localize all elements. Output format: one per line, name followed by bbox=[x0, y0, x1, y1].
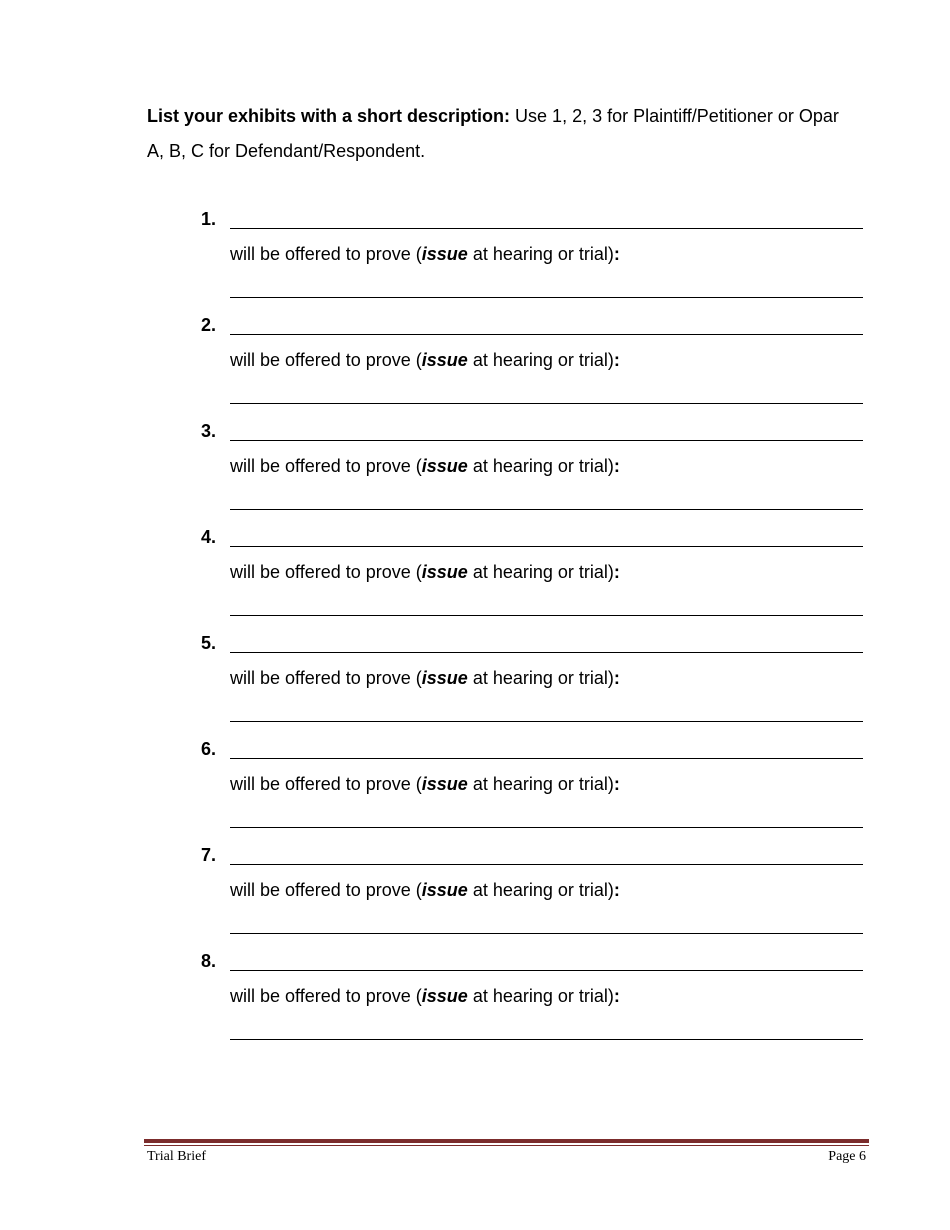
prove-suffix: at hearing or trial) bbox=[467, 774, 614, 794]
exhibit-entry-8 bbox=[0, 951, 950, 1057]
prove-suffix: at hearing or trial) bbox=[467, 668, 614, 688]
intro-bold-label: List your exhibits with a short description: bbox=[147, 106, 511, 126]
prove-colon: : bbox=[613, 986, 620, 1006]
exhibit-entry-6 bbox=[0, 739, 950, 845]
issue-word: issue bbox=[421, 350, 468, 370]
exhibit-description-blank[interactable] bbox=[230, 652, 863, 653]
prove-prefix: will be offered to prove ( bbox=[230, 774, 422, 794]
prove-colon: : bbox=[613, 774, 620, 794]
issue-blank[interactable] bbox=[230, 933, 863, 934]
exhibit-description-blank[interactable] bbox=[230, 440, 863, 441]
prove-statement bbox=[230, 985, 620, 1007]
issue-blank[interactable] bbox=[230, 509, 863, 510]
issue-word: issue bbox=[421, 562, 468, 582]
exhibit-entry-5 bbox=[0, 633, 950, 739]
issue-blank[interactable] bbox=[230, 297, 863, 298]
issue-word: issue bbox=[421, 880, 468, 900]
exhibit-description-blank[interactable] bbox=[230, 758, 863, 759]
prove-prefix: will be offered to prove ( bbox=[230, 668, 422, 688]
prove-prefix: will be offered to prove ( bbox=[230, 986, 422, 1006]
exhibit-description-blank[interactable] bbox=[230, 864, 863, 865]
prove-prefix: will be offered to prove ( bbox=[230, 880, 422, 900]
intro-line-1 bbox=[147, 99, 877, 134]
intro-line-1-rest: Use 1, 2, 3 for Plaintiff/Petitioner or Opar bbox=[510, 106, 839, 126]
prove-colon: : bbox=[613, 562, 620, 582]
exhibit-entry-3 bbox=[0, 421, 950, 527]
exhibit-entry-2 bbox=[0, 315, 950, 421]
issue-blank[interactable] bbox=[230, 403, 863, 404]
prove-statement bbox=[230, 561, 620, 583]
exhibit-entry-1 bbox=[0, 209, 950, 315]
exhibit-entry-7 bbox=[0, 845, 950, 951]
footer-rule-thin bbox=[144, 1145, 869, 1146]
issue-word: issue bbox=[421, 668, 468, 688]
prove-statement bbox=[230, 349, 620, 371]
prove-prefix: will be offered to prove ( bbox=[230, 562, 422, 582]
prove-colon: : bbox=[613, 456, 620, 476]
footer-document-title: Trial Brief bbox=[147, 1149, 206, 1164]
prove-suffix: at hearing or trial) bbox=[467, 350, 614, 370]
prove-suffix: at hearing or trial) bbox=[467, 986, 614, 1006]
issue-blank[interactable] bbox=[230, 721, 863, 722]
prove-colon: : bbox=[613, 244, 620, 264]
footer-page-number: Page 6 bbox=[828, 1149, 866, 1164]
prove-suffix: at hearing or trial) bbox=[467, 244, 614, 264]
prove-prefix: will be offered to prove ( bbox=[230, 244, 422, 264]
prove-suffix: at hearing or trial) bbox=[467, 880, 614, 900]
exhibit-number: 8. bbox=[201, 951, 217, 971]
issue-blank[interactable] bbox=[230, 827, 863, 828]
issue-word: issue bbox=[421, 986, 468, 1006]
exhibit-number: 7. bbox=[201, 845, 217, 865]
issue-word: issue bbox=[421, 456, 468, 476]
footer-rule bbox=[144, 1139, 869, 1143]
exhibit-number: 1. bbox=[201, 209, 217, 229]
intro-instructions bbox=[147, 99, 877, 169]
issue-word: issue bbox=[421, 244, 468, 264]
exhibit-number: 3. bbox=[201, 421, 217, 441]
exhibit-description-blank[interactable] bbox=[230, 228, 863, 229]
issue-blank[interactable] bbox=[230, 615, 863, 616]
issue-blank[interactable] bbox=[230, 1039, 863, 1040]
prove-colon: : bbox=[613, 880, 620, 900]
prove-statement bbox=[230, 243, 620, 265]
issue-word: issue bbox=[421, 774, 468, 794]
prove-statement bbox=[230, 455, 620, 477]
exhibit-number: 6. bbox=[201, 739, 217, 759]
intro-line-2: A, B, C for Defendant/Respondent. bbox=[147, 141, 426, 161]
exhibit-number: 5. bbox=[201, 633, 217, 653]
prove-statement bbox=[230, 667, 620, 689]
prove-suffix: at hearing or trial) bbox=[467, 456, 614, 476]
prove-prefix: will be offered to prove ( bbox=[230, 350, 422, 370]
exhibit-number: 4. bbox=[201, 527, 217, 547]
prove-colon: : bbox=[613, 350, 620, 370]
prove-statement bbox=[230, 773, 620, 795]
exhibit-number: 2. bbox=[201, 315, 217, 335]
exhibit-description-blank[interactable] bbox=[230, 970, 863, 971]
exhibit-entry-4 bbox=[0, 527, 950, 633]
exhibit-description-blank[interactable] bbox=[230, 546, 863, 547]
prove-suffix: at hearing or trial) bbox=[467, 562, 614, 582]
exhibit-description-blank[interactable] bbox=[230, 334, 863, 335]
prove-prefix: will be offered to prove ( bbox=[230, 456, 422, 476]
prove-colon: : bbox=[613, 668, 620, 688]
prove-statement bbox=[230, 879, 620, 901]
